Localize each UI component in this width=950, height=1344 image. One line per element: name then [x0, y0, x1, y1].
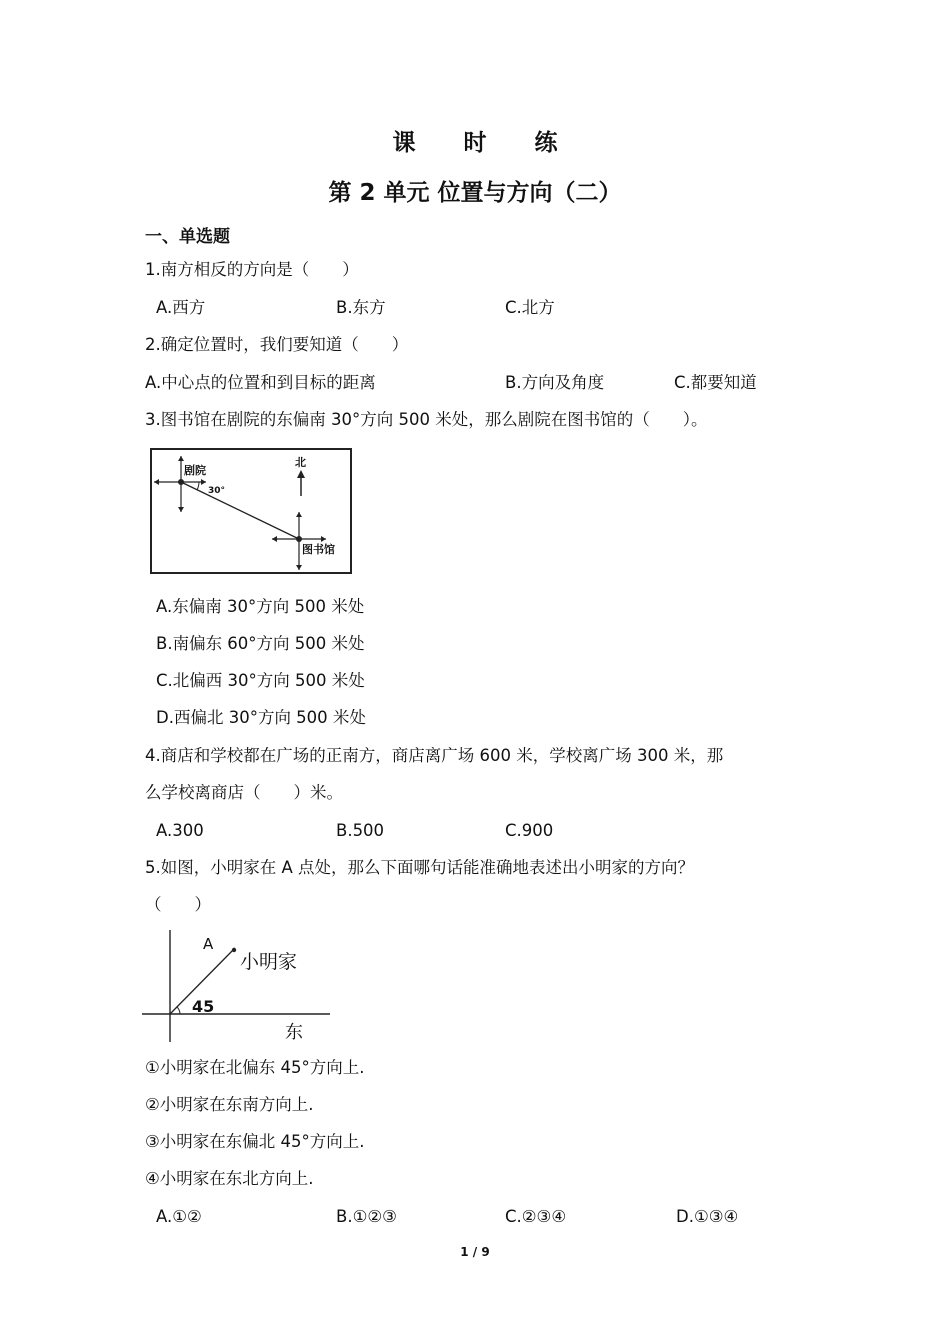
- question-5-option-d: D.①③④: [676, 1207, 739, 1226]
- question-5-figure: [140, 926, 335, 1044]
- question-3-figure: [148, 446, 354, 576]
- question-3-option-b: B.南偏东 60°方向 500 米处: [156, 634, 365, 653]
- label-east: 东: [285, 1022, 303, 1043]
- section-heading: 一、单选题: [145, 227, 230, 247]
- page-subtitle: 第 2 单元 位置与方向（二）: [328, 180, 622, 206]
- question-3-stem: 3.图书馆在剧院的东偏南 30°方向 500 米处，那么剧院在图书馆的（ ）。: [145, 410, 708, 429]
- question-4-option-a: A.300: [156, 821, 204, 840]
- label-angle-30: 30°: [208, 486, 226, 496]
- label-theater: 剧院: [184, 464, 206, 477]
- library-point: [296, 536, 302, 542]
- question-1-stem: 1.南方相反的方向是（ ）: [145, 260, 359, 279]
- question-2-option-b: B.方向及角度: [505, 373, 605, 392]
- label-angle-45: 45: [192, 997, 215, 1016]
- question-5-stem-line2: （ ）: [145, 895, 211, 914]
- question-5-statement-3: ③小明家在东偏北 45°方向上.: [145, 1132, 365, 1151]
- label-a: A: [203, 935, 214, 953]
- question-4-stem-line1: 4.商店和学校都在广场的正南方，商店离广场 600 米，学校离广场 300 米，那: [145, 746, 724, 765]
- question-5-option-b: B.①②③: [336, 1207, 397, 1226]
- label-home: 小明家: [240, 951, 298, 973]
- question-4-stem-line2: 么学校离商店（ ）米。: [145, 783, 343, 802]
- question-5-statement-4: ④小明家在东北方向上.: [145, 1169, 314, 1188]
- page-title: 课 时 练: [392, 130, 578, 156]
- question-1-option-c: C.北方: [505, 298, 555, 317]
- label-north: 北: [295, 456, 306, 469]
- question-5-option-a: A.①②: [156, 1207, 202, 1226]
- question-5-statement-1: ①小明家在北偏东 45°方向上.: [145, 1058, 365, 1077]
- question-1-option-b: B.东方: [336, 298, 386, 317]
- question-2-stem: 2.确定位置时，我们要知道（ ）: [145, 335, 409, 354]
- point-a: [232, 948, 236, 952]
- question-3-option-c: C.北偏西 30°方向 500 米处: [156, 671, 365, 690]
- question-3-option-d: D.西偏北 30°方向 500 米处: [156, 708, 366, 727]
- question-1-option-a: A.西方: [156, 298, 206, 317]
- question-4-option-c: C.900: [505, 821, 554, 840]
- question-2-option-a: A.中心点的位置和到目标的距离: [145, 373, 376, 392]
- page-number: 1 / 9: [460, 1245, 490, 1259]
- question-4-option-b: B.500: [336, 821, 385, 840]
- question-2-option-c: C.都要知道: [674, 373, 757, 392]
- question-3-option-a: A.东偏南 30°方向 500 米处: [156, 597, 365, 616]
- question-5-statement-2: ②小明家在东南方向上.: [145, 1095, 314, 1114]
- question-5-stem-line1: 5.如图，小明家在 A 点处，那么下面哪句话能准确地表述出小明家的方向？: [145, 858, 695, 877]
- label-library: 图书馆: [302, 543, 335, 556]
- question-5-option-c: C.②③④: [505, 1207, 567, 1226]
